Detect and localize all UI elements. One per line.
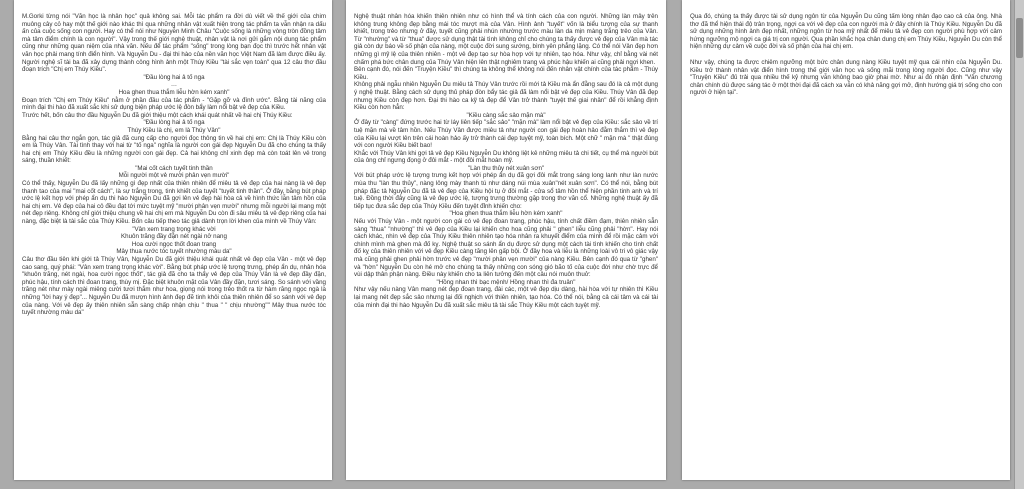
body-paragraph: Khắc với Thúy Vân khi gợi tả vẻ đẹp Kiều Nguyễn Du không liệt kê những miêu tả chi tiết, cụ thể mà người bút của ông chỉ ngưng đọng ở đôi mắt - một đôi mắt hoàn mỹ. [354,149,658,165]
verse-line: Mỗi người một vẻ mười phân vẹn mười" [118,172,230,180]
verse-line: … [170,81,178,89]
verse-line: "Kiều càng sắc sảo mặn mà" [466,111,546,119]
body-paragraph: M.Gorki từng nói "Văn học là nhân học" quả không sai. Mỗi tác phẩm ra đời dù viết về thế giới của chim muông cây cỏ hay một thế giới nào khác thì qua những nhân vật xuất hiện trong tác phẩm ta vẫn nhận ra dấu ấn của cuộc sống con người. Hay có thể nói như Nguyễn Minh Châu "Cuộc sống là những vòng tròn đồng tâm mà tâm điểm chính là con người". Vậy trong thế giới nghệ thuật, nhân vật là nơi gửi gắm nội dung tác phẩm cũng như những quan niệm của nhà văn. Nếu để tác phẩm "sống" trong lòng bạn đọc thì trước hết nhân vật văn học phải mang tính điển hình. Và Nguyễn Du - đại thi hào của nền văn học Việt Nam đã làm được điều ấy. Người nghệ sĩ tài ba đã xây dựng thành công hình ảnh một Thúy Kiều "tài sắc vẹn toàn" qua 12 câu thơ đầu đoạn trích "Chị em Thúy Kiều". [22,13,326,74]
verse-line: Hoa cười ngọc thốt đoan trang [131,240,217,248]
verse-line: "Làn thu thủy nét xuân sơn" [467,164,545,172]
verse-line: "Hoa ghen thua thắm liễu hờn kém xanh" [449,210,563,218]
vertical-scrollbar[interactable] [1014,0,1024,489]
body-paragraph: Với bút pháp ước lệ tượng trưng kết hợp với phép ẩn dụ đã gợi đôi mắt trong sáng long lanh như làn nước mùa thu "làn thu thủy", nàng lông mày thanh tú như dáng núi mùa xuân"nét xuân sơn". Có thể nói, bằng bút pháp đặc tả Nguyễn Du đã tả vẻ đẹp của Kiều hội tụ ở đôi mắt - cửa sổ tâm hồn thể hiện phần tinh anh và trí tuệ. Đồng thời đây cũng là vẻ đẹp ước lệ, tượng trưng thường gặp trong thơ văn cổ. Những nghệ thuật ấy đã tiếp tục đưa sắc đẹp của Thúy Kiều đến tuyệt đỉnh khiến cho: [354,172,658,210]
document-page-1 [14,0,332,480]
verse-line: Khuôn trăng đầy đặn nét ngài nở nang [121,233,227,241]
body-paragraph: Đoạn trích "Chị em Thúy Kiều" nằm ở phần đầu của tác phẩm - "Gặp gỡ và đính ước". Bằng tài năng của mình đại thi hào đã xuất sắc khi sử dụng biện pháp ước lệ đòn bẩy làm nổi bật vẻ đẹp của Kiều. [22,96,326,112]
body-paragraph: Qua đó, chúng ta thấy được tài sử dụng ngôn từ của Nguyễn Du cũng tấm lòng nhân đạo cao cả của ông. Nhà thơ đã thể hiện thái độ trân trọng, ngợi ca với vẻ đẹp của con người mà ở đây chính là Thúy Kiều. Nguyễn Du đã sử dụng những hình ảnh đẹp nhất, những ngôn từ hoa mỹ nhất để miêu tả vẻ đẹp con người phù hợp với cảm hứng ngưỡng mộ ngợi ca giá trị con người. Qua phần khắc họa chân dung chị em Thúy Kiều, Nguyễn Du còn thể hiện những dự cảm về cuộc đời và số phận của hai chị em. [690,13,1002,51]
body-paragraph: Bằng hai câu thơ ngắn gọn, tác giả đã cung cấp cho người đọc thông tin về hai chị em: Chị là Thúy Kiều còn em là Thúy Vân. Tài tình thay với hai từ "tố nga" nghĩa là người con gái đẹp Nguyễn Du đã cho chúng ta thấy hai chị em Thúy Kiều đều là những người con gái đẹp. Cả hai không chỉ xinh đẹp mà còn toát lên vẻ trong sáng, thuần khiết: [22,134,326,165]
verse-line: Mây thua nước tóc tuyết nhường màu da" [116,248,232,256]
body-paragraph: Nghệ thuật nhân hóa khiến thiên nhiên như có hình thể và tính cách của con người. Những làn mây trên không trung không đẹp bằng mái tóc mượt mà của Vân. Hình ảnh "tuyết" vốn là biểu tượng của sự thanh khiết, trong trẻo nhưng ở đây, tuyết cũng phải nhún nhường trước màu làn da mịn màng trắng trẻo của Vân. Từ "nhường" và từ "thua" được sử dụng thật tài tình không chỉ cho chúng ta thấy được vẻ đẹp của Vân mà tác giả còn dự báo về số phận của nàng, một cuộc đời sung sướng, bình yên phẳng lặng. Có thể nói Vân đẹp hơn những gì mỹ lệ của thiên nhiên - một vẻ đẹp tạo sự hòa hợp với tự nhiên, tạo hóa. Như vậy, chỉ bằng vài nét chấm phá bức chân dung của Thúy Vân hiện lên thật nghiêm trang và phúc hậu khiến ai cũng phải ngợi khen. [354,13,658,66]
document-page-2 [346,0,666,480]
verse-line: "Đầu lòng hai ả tố nga [143,119,205,127]
verse-line: "Mai cốt cách tuyết tinh thần [135,164,213,172]
document-page-3 [682,0,1010,480]
verse-line: Thúy Kiều là chị, em là Thúy Vân" [127,126,221,134]
body-paragraph: Ở đây từ "càng" đứng trước hai từ láy liên tiếp "sắc sảo" "mặn mà" làm nổi bật vẻ đẹp của Kiều: sắc sảo về trí tuệ mặn mà về tâm hồn. Nếu Thúy Vân được miêu tả như người con gái đẹp hoàn hảo đằm thắm thì vẻ đẹp của Kiều lại vượt lên trên cái hoàn hảo ấy trở thành cái đẹp tuyệt mỹ, toàn bích. Một chữ " mặn mà " thật đúng với con người Kiều biết bao! [354,119,658,150]
body-paragraph: Có thể thấy, Nguyễn Du đã lấy những gì đẹp nhất của thiên nhiên để miêu tả vẻ đẹp của hai nàng là vẻ đẹp thanh tao của mai "mai cốt cách", là sự trắng trong, tinh khiết của tuyết "tuyết tinh thần". Ở đây, bằng bút pháp ước lệ kết hợp với phép ẩn dụ thi hào Nguyễn Du đã gợi lên vẻ đẹp hài hòa cả về hình thức lẫn tâm hồn của hai chị em. Vẻ đẹp của hai cô đều đạt tới mức tuyệt mỹ "mười phân vẹn mười" nhưng mỗi người lại mang một nét đẹp riêng. Không chỉ giới thiệu chung về hai chị em mà Nguyễn Du còn đi sâu miêu tả vẻ đẹp riêng của hai nàng, đặc biệt là tài sắc của Thúy Kiều. Bốn câu tiếp theo tác giả dành trọn lời khen của mình về Thúy Vân: [22,180,326,226]
body-paragraph: Như vậy nếu nàng Vân mang nét đẹp đoan trang, đài các, một vẻ đẹp dịu dàng, hài hòa với tự nhiên thì Kiều lại mang nét đẹp sắc sảo nhưng lại đối nghịch với thiên nhiên, tạo hóa. Có thể nói, bằng cả cái tâm và cái tài của mình đại thi hào Nguyễn Du đã xuất sắc miêu tả tài sắc Thúy Kiều một cách tuyệt mỹ. [354,286,658,309]
body-paragraph: Câu thơ đầu tiên khi giới tả Thúy Vân, Nguyễn Du đã giới thiệu khái quát nhất vẻ đẹp của Vân - một vẻ đẹp cao sang, quý phái: "Vân xem trang trọng khác vời". Bằng bút pháp ước lệ tượng trưng, phép ẩn dụ, nhân hóa "khuôn trăng, nét ngài, hoa cười ngọc thốt", tác giả đã cho ta thấy vẻ đẹp của Thúy Vân là vẻ đẹp đầy đặn, phúc hậu, tính cách thì đoan trang, thùy mị. Đặc biệt khuôn mặt của Vân đầy đặn, tươi sáng. So sánh với vầng trăng nét như mày ngài miêng cười tươi thắm như hoa, giọng nói trong trẻo thốt ra từ hàm răng ngọc ngà là những "lời hay ý đẹp"... Nguyễn Du đã mượn hình ảnh đẹp đẽ tinh khôi của thiên nhiên để so sánh với vẻ đẹp của nàng. Với vẻ đẹp ấy thiên nhiên sẵn sàng chấp nhận chịu " thua " " chịu nhường"" Mây thua nước tóc tuyết nhường màu da" [22,256,326,317]
body-paragraph: Không phải ngẫu nhiên Nguyễn Du miêu tả Thúy Vân trước rồi mới tả Kiều mà ẩn đằng sau đó là cả một dụng ý nghệ thuật. Bằng cách sử dụng thủ pháp đòn bẩy tác giả đã làm nổi bật vẻ đẹp của Kiều. Thúy Vân đã đẹp nhưng Kiều còn đẹp hơn. Đại thi hào ca kỹ tả đẹp để Vân trở thành "tuyệt thế giai nhân" để rồi khẳng định Kiều còn hơn hẳn: [354,81,658,112]
verse-line: "Vân xem trang trọng khác vời [132,225,216,233]
body-paragraph: Nếu với Thúy Vân - một người con gái có vẻ đẹp đoan trang, phúc hậu, tính chất điềm đạm, thiên nhiên sẵn sàng "thua" "nhường" thì vẻ đẹp của Kiều lại khiến cho hoa cũng phải " ghen" liễu cũng phải "hờn". Hay nói cách khác, nhìn vẻ đẹp của Thúy Kiều thiên nhiên tạo hóa nhân ra khuyết điểm của mình để rồi mặc cảm với chính mình mà ghen mà đố kỵ. Nghệ thuật so sánh ẩn dụ được sử dụng một cách tài tình khiến cho tình chất đố kỵ của thiên nhiên với vẻ đẹp Kiều càng tăng lên gấp bội. Ở đây hoa và liễu là những loài vô tri vô giác vậy mà cũng phải ghen phải hờn trước vẻ đẹp "mười phân vẹn mười" của nàng Kiều. Bên cạnh đó qua từ "ghen" và "hờn" Nguyễn Du còn hé mở cho chúng ta thấy những con sóng gió bão tố của cuộc đời như chờ trực để vùi dập thân phận nàng. Điều này khiến cho ta liên tưởng đến một câu nói muôn thuở: [354,218,658,279]
body-paragraph: Như vậy, chúng ta được chiêm ngưỡng một bức chân dung nàng Kiều tuyệt mỹ qua cái nhìn của Nguyễn Du. Kiều trở thành nhân vật điển hình trong thế giới văn học và sống mãi trong lòng người đọc. Cũng như vậy "Truyện Kiều" đủ trải qua nhiều thế kỷ nhưng vẫn không bao giờ phai mờ. Như ai đó nhận định "Văn chương chân chính dù được sáng tác ở một thời đại đã cách xa vẫn có khả năng gợi mở, định hướng giá trị sống cho con người ở hiện tại". [690,58,1002,97]
verse-line: Hoa ghen thua thắm liễu hờn kém xanh" [118,88,230,96]
body-paragraph: Trước hết, bốn câu thơ đầu Nguyễn Du đã giới thiệu một cách khái quát nhất về hai chị Thúy Kiều: [22,111,293,119]
verse-line: "Hồng nhan thì bạc mệnh/ Hồng nhan thì đa truân" [436,278,576,286]
scrollbar-thumb[interactable] [1016,18,1023,58]
body-paragraph: Bên cạnh đó, nói đến "Truyện Kiều" thì chúng ta không thể không nói đến nhân vật chính của tác phẩm - Thúy Kiều. [354,66,658,81]
verse-line: "Đầu lòng hai ả tố nga [143,73,205,81]
